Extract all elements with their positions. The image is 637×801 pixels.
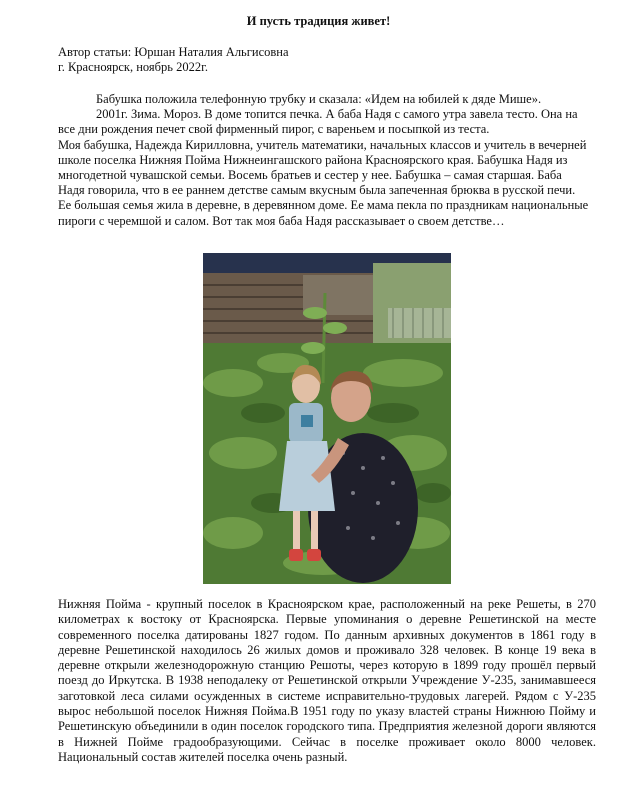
article-title: И пусть традиция живет! xyxy=(246,14,391,28)
intro-paragraph-1: Бабушка положила телефонную трубку и сказала: «Идем на юбилей к дяде Мише». xyxy=(96,92,542,106)
place-date: г. Красноярск, ноябрь 2022г. xyxy=(58,60,208,74)
intro-paragraph-3: Моя бабушка, Надежда Кирилловна, учитель математики, начальных классов и учитель в вечерней школе поселка Нижняя Пойма Нижнеингашского района Красноярского края. Бабушка Надя из многодетной чувашской семьи. Восемь братьев и сестер у нее. Бабушка – самая старшая. Баба Надя говорила, что в ее раннем детстве самым вкусным была запеченная брюква в русской печи. Ее большая семья жила в деревне, в деревянном доме. Ее мама пекла по праздникам национальные пироги с черемшой и салом. Вот так моя баба Надя рассказывает о своем детстве… xyxy=(58,137,589,228)
main-section xyxy=(58,597,596,765)
intro-section xyxy=(58,92,590,229)
intro-paragraph-2: 2001г. Зима. Мороз. В доме топится печка. А баба Надя с самого утра завела тесто. Она на все дни рождения печет свой фирменный пирог, с вареньем и посыпкой из теста. xyxy=(58,107,578,137)
author-line: Автор статьи: Юршан Наталия Альгисовна xyxy=(58,45,289,59)
family-photo xyxy=(203,253,451,584)
main-paragraph: Нижняя Пойма - крупный поселок в Красноярском крае, расположенный на реке Решеты, в 270 километрах к востоку от Красноярска. Первые упоминания о деревне Решетинской на месте современного поселка датированы 1827 годом. По данным архивных документов в 1861 году в деревне Решетинской находилось 26 жилых домов и проживало 328 человек. В конце 19 века в деревне открыли железнодорожную станцию Решоты, через которую в 1899 году прошёл первый поезд до Иркутска. В 1938 неподалеку от Решетинской открыли Учреждение У-235, занимавшееся заготовкой леса силами осужденных в системе исправительно-трудовых лагерей. Рядом с У-235 вырос небольшой поселок Нижняя Пойма.В 1951 году по указу властей страны Нижнюю Пойму и Решетинскую объединили в один поселок городского типа. Предприятия железной дороги являются в Нижней Пойме градообразующими. Сейчас в поселке проживает около 8000 человек. Национальный состав жителей поселка очень разный. xyxy=(58,597,596,764)
article-meta xyxy=(58,45,289,75)
